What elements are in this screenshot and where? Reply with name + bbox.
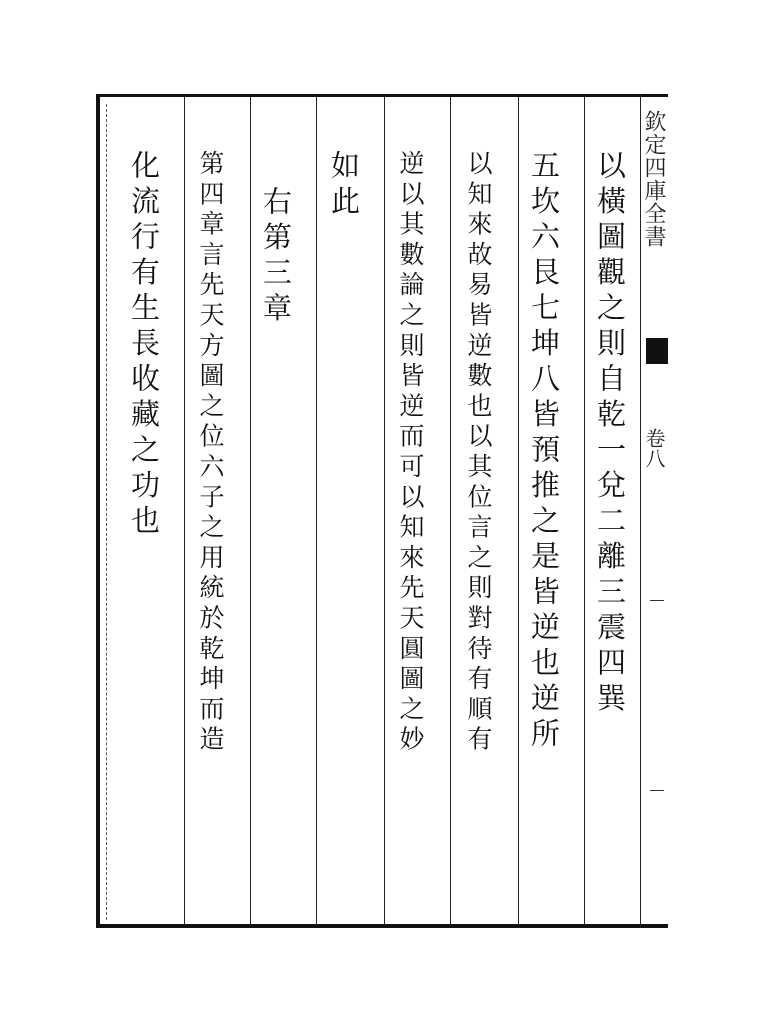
column-rule <box>518 97 519 924</box>
text-column-2: 五坎六艮七坤八皆預推之是皆逆也逆所 <box>527 150 561 754</box>
column-rule <box>250 97 251 924</box>
text-column-8: 化流行有生長收藏之功也 <box>127 150 161 541</box>
text-column-5: 如此 <box>327 150 361 221</box>
inner-border-rule <box>106 104 107 920</box>
column-rule <box>584 97 585 924</box>
column-rule <box>184 97 185 924</box>
volume-label: 卷八 <box>642 428 666 468</box>
page-frame <box>96 94 668 928</box>
column-rule <box>316 97 317 924</box>
text-column-6: 右第三章 <box>259 186 293 328</box>
fish-tail-mark <box>646 338 668 364</box>
text-column-7: 第四章言先天方圖之位六子之用統於乾坤而造 <box>196 150 225 756</box>
column-rule <box>450 97 451 924</box>
margin-tick <box>650 600 664 601</box>
text-column-1: 以橫圖觀之則自乾一兌二離三震四巽 <box>593 150 627 718</box>
column-rule <box>384 97 385 924</box>
book-title: 欽定四庫全書 <box>641 110 666 248</box>
text-column-4: 逆以其數論之則皆逆而可以知來先天圓圖之妙 <box>396 150 425 756</box>
text-column-3: 以知來故易皆逆數也以其位言之則對待有順有 <box>464 150 493 756</box>
margin-tick <box>650 790 664 791</box>
